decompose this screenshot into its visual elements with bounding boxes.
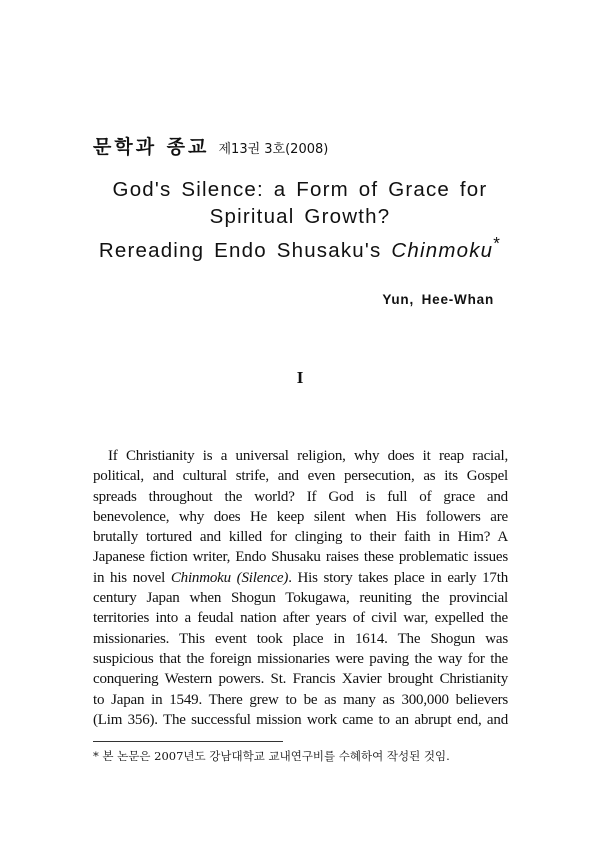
text-line: political, and cultural strife, and even persecution, as its Gospel [93,468,508,485]
text-line: (Lim 356). The successful mission work came to an abrupt end, and [93,711,508,728]
title-italic: Chinmoku [391,238,494,262]
text-line: conquering Western powers. St. Francis Xavier brought Christianity [93,671,508,688]
text-span: . His story takes place in early 17th [288,569,508,586]
text-line: spreads throughout the world? If God is full of grace and [93,488,508,505]
title-line: God's Silence: a Form of Grace for [112,178,488,201]
title-line [40,230,560,264]
text-line: Japanese fiction writer, Endo Shusaku raises these problematic issues [93,549,508,566]
text-line: missionaries. This event took place in 1614. The Shogun was [93,630,508,647]
body-text [93,446,508,730]
footnote: * 본 논문은 2007년도 강남대학교 교내연구비를 수혜하여 작성된 것임. [93,749,450,763]
text-line [93,568,508,588]
footnote-marker: * [493,234,502,253]
text-span: in his novel [93,569,171,586]
section-number: I [296,368,304,387]
article-title [40,176,560,264]
text-line: to Japan in 1549. There grew to be as many as 300,000 believers [93,691,508,708]
title-text: Rereading Endo Shusaku's [98,238,392,262]
title-line: Spiritual Growth? [209,205,391,228]
text-line: brutally tortured and killed for clinging to their faith in Him? A [93,529,508,546]
journal-name: 문학과 종교 [93,136,210,158]
footnote-divider [93,741,283,742]
novel-title: Chinmoku (Silence) [170,569,289,586]
journal-header [93,132,328,159]
text-line: benevolence, why does He keep silent when His followers are [93,508,508,525]
text-line: territories into a feudal nation after years of civil war, expelled the [93,610,508,627]
text-line: If Christianity is a universal religion, why does it reap racial, [108,448,508,464]
text-line: century Japan when Shogun Tokugawa, reuniting the provincial [93,590,508,607]
text-line: suspicious that the foreign missionaries were paving the way for the [93,650,508,667]
volume-issue: 제13권 3호(2008) [218,142,329,157]
author: Yun, Hee-Whan [382,292,494,307]
